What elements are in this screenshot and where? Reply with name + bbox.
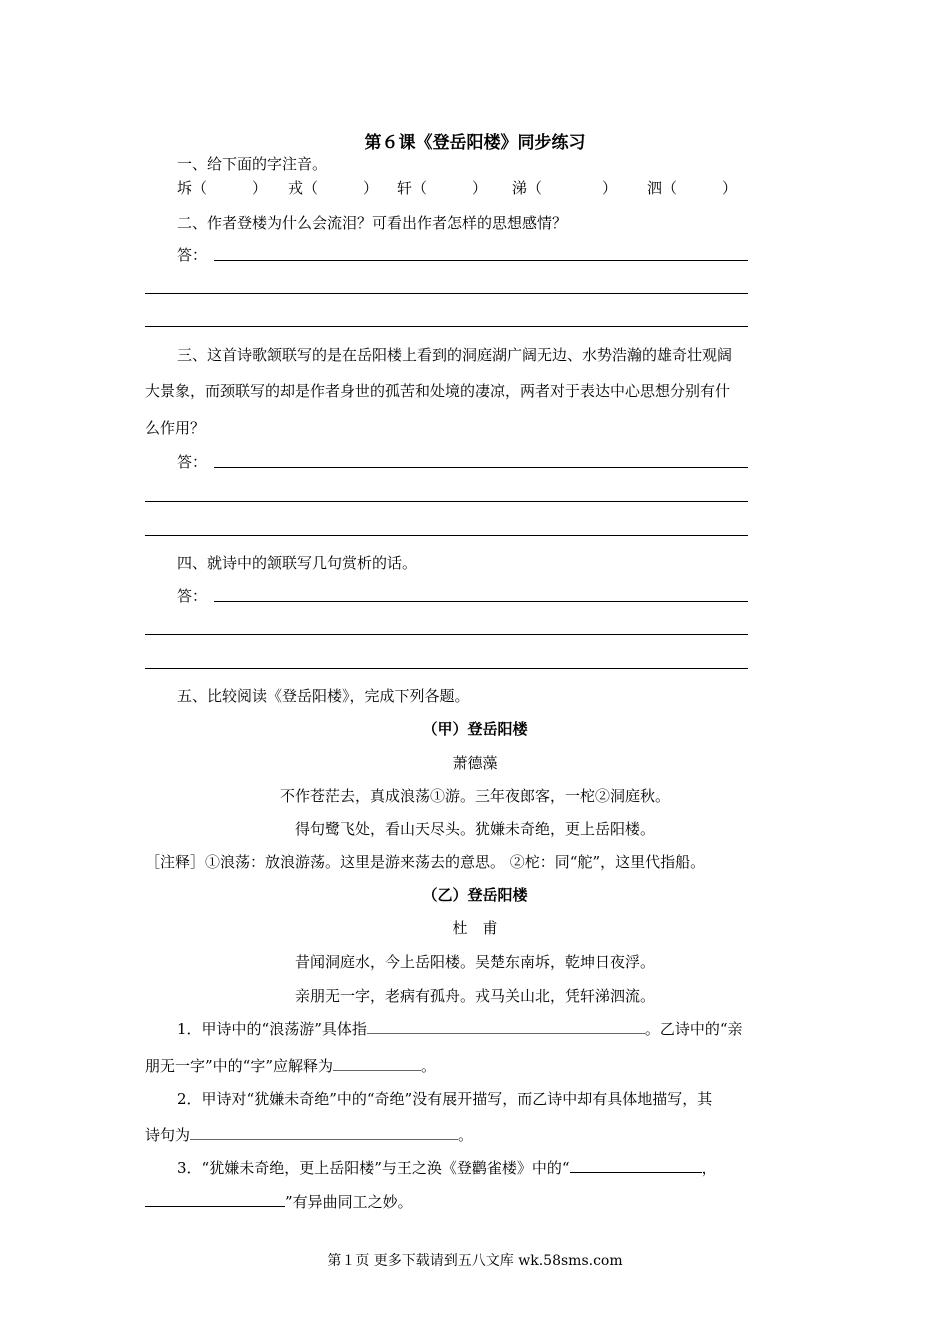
answer-label: 答： <box>177 453 208 471</box>
poem-a-line-1: 不作苍茫去，真成浪荡①游。三年夜郎客，一柁②洞庭秋。 <box>279 787 670 805</box>
poem-a-author: 萧德藻 <box>452 754 498 772</box>
poem-a-title: （甲）登岳阳楼 <box>422 720 528 738</box>
page-title: 第６课《登岳阳楼》同步练习 <box>364 133 586 153</box>
question-3-line-1: 三、这首诗歌颔联写的是在岳阳楼上看到的洞庭湖广阔无边、水势浩瀚的雄奇壮观阔 <box>177 346 733 364</box>
subquestion-3-text-b: ， <box>701 1159 717 1177</box>
poem-b-author: 杜 甫 <box>452 919 498 937</box>
subquestion-1-text-b: 。乙诗中的“亲 <box>644 1020 743 1038</box>
pinyin-item-ti: 涕（ ） <box>512 179 618 197</box>
poem-b-line-1: 昔闻洞庭水，今上岳阳楼。吴楚东南坼，乾坤日夜浮。 <box>294 953 655 971</box>
fill-blank[interactable] <box>145 1192 285 1207</box>
answer-line[interactable] <box>145 535 748 536</box>
question-5: 五、比较阅读《登岳阳楼》，完成下列各题。 <box>177 687 470 705</box>
subquestion-2-line-2 <box>145 1124 473 1145</box>
question-4: 四、就诗中的颔联写几句赏析的话。 <box>177 554 418 572</box>
answer-line[interactable] <box>214 601 748 602</box>
poem-b-title: （乙）登岳阳楼 <box>422 886 528 904</box>
subquestion-3-text-c: ”有异曲同工之妙。 <box>285 1193 413 1211</box>
subquestion-3-text-a: 3．“犹嫌未奇绝，更上岳阳楼”与王之涣《登鹳雀楼》中的“ <box>177 1159 570 1177</box>
pinyin-item-rong: 戎（ ） <box>288 179 379 197</box>
fill-blank[interactable] <box>570 1158 702 1173</box>
answer-label: 答： <box>177 246 208 264</box>
subquestion-1-line-1 <box>177 1018 743 1039</box>
subquestion-1-line-2 <box>145 1055 436 1076</box>
question-3-line-3: 么作用？ <box>145 419 206 437</box>
pinyin-item-si: 泗（ ） <box>647 179 738 197</box>
fill-blank[interactable] <box>190 1125 458 1140</box>
poem-a-line-2: 得句鹭飞处，看山天尽头。犹嫌未奇绝，更上岳阳楼。 <box>294 820 655 838</box>
answer-line[interactable] <box>145 668 748 669</box>
answer-line[interactable] <box>145 326 748 327</box>
question-3-line-2: 大景象，而颈联写的却是作者身世的孤苦和处境的凄凉，两者对于表达中心思想分别有什 <box>145 382 731 400</box>
poem-a-note: ［注释］①浪荡：放浪游荡。这里是游来荡去的意思。 ②柁：同“舵”，这里代指船。 <box>145 853 706 871</box>
answer-line[interactable] <box>145 501 748 502</box>
fill-blank[interactable] <box>367 1019 645 1034</box>
question-1: 一、给下面的字注音。 <box>177 155 328 173</box>
answer-line[interactable] <box>145 293 748 294</box>
subquestion-2-text-b: 诗句为 <box>145 1126 191 1144</box>
subquestion-1-text-c: 朋无一字”中的“字”应解释为 <box>145 1057 334 1075</box>
page-footer: 第１页 更多下载请到五八文库 wk.58sms.com <box>327 1253 623 1269</box>
subquestion-1-text-a: 1．甲诗中的“浪荡游”具体指 <box>177 1020 367 1038</box>
answer-label: 答： <box>177 587 208 605</box>
question-2: 二、作者登楼为什么会流泪？可看出作者怎样的思想感情？ <box>177 214 568 232</box>
subquestion-3-line-1 <box>177 1157 717 1178</box>
subquestion-3-line-2 <box>145 1191 413 1212</box>
subquestion-1-text-d: 。 <box>421 1057 437 1075</box>
subquestion-2-line-1: 2．甲诗对“犹嫌未奇绝”中的“奇绝”没有展开描写，而乙诗中却有具体地描写，其 <box>177 1090 713 1108</box>
pinyin-items <box>0 177 950 197</box>
answer-line[interactable] <box>145 634 748 635</box>
fill-blank[interactable] <box>333 1056 421 1071</box>
pinyin-item-chai: 坼（ ） <box>177 179 268 197</box>
answer-line[interactable] <box>214 260 748 261</box>
answer-line[interactable] <box>214 467 748 468</box>
poem-b-line-2: 亲朋无一字，老病有孤舟。戎马关山北，凭轩涕泗流。 <box>294 987 655 1005</box>
subquestion-2-text-c: 。 <box>458 1126 474 1144</box>
pinyin-item-xuan: 轩（ ） <box>397 179 488 197</box>
